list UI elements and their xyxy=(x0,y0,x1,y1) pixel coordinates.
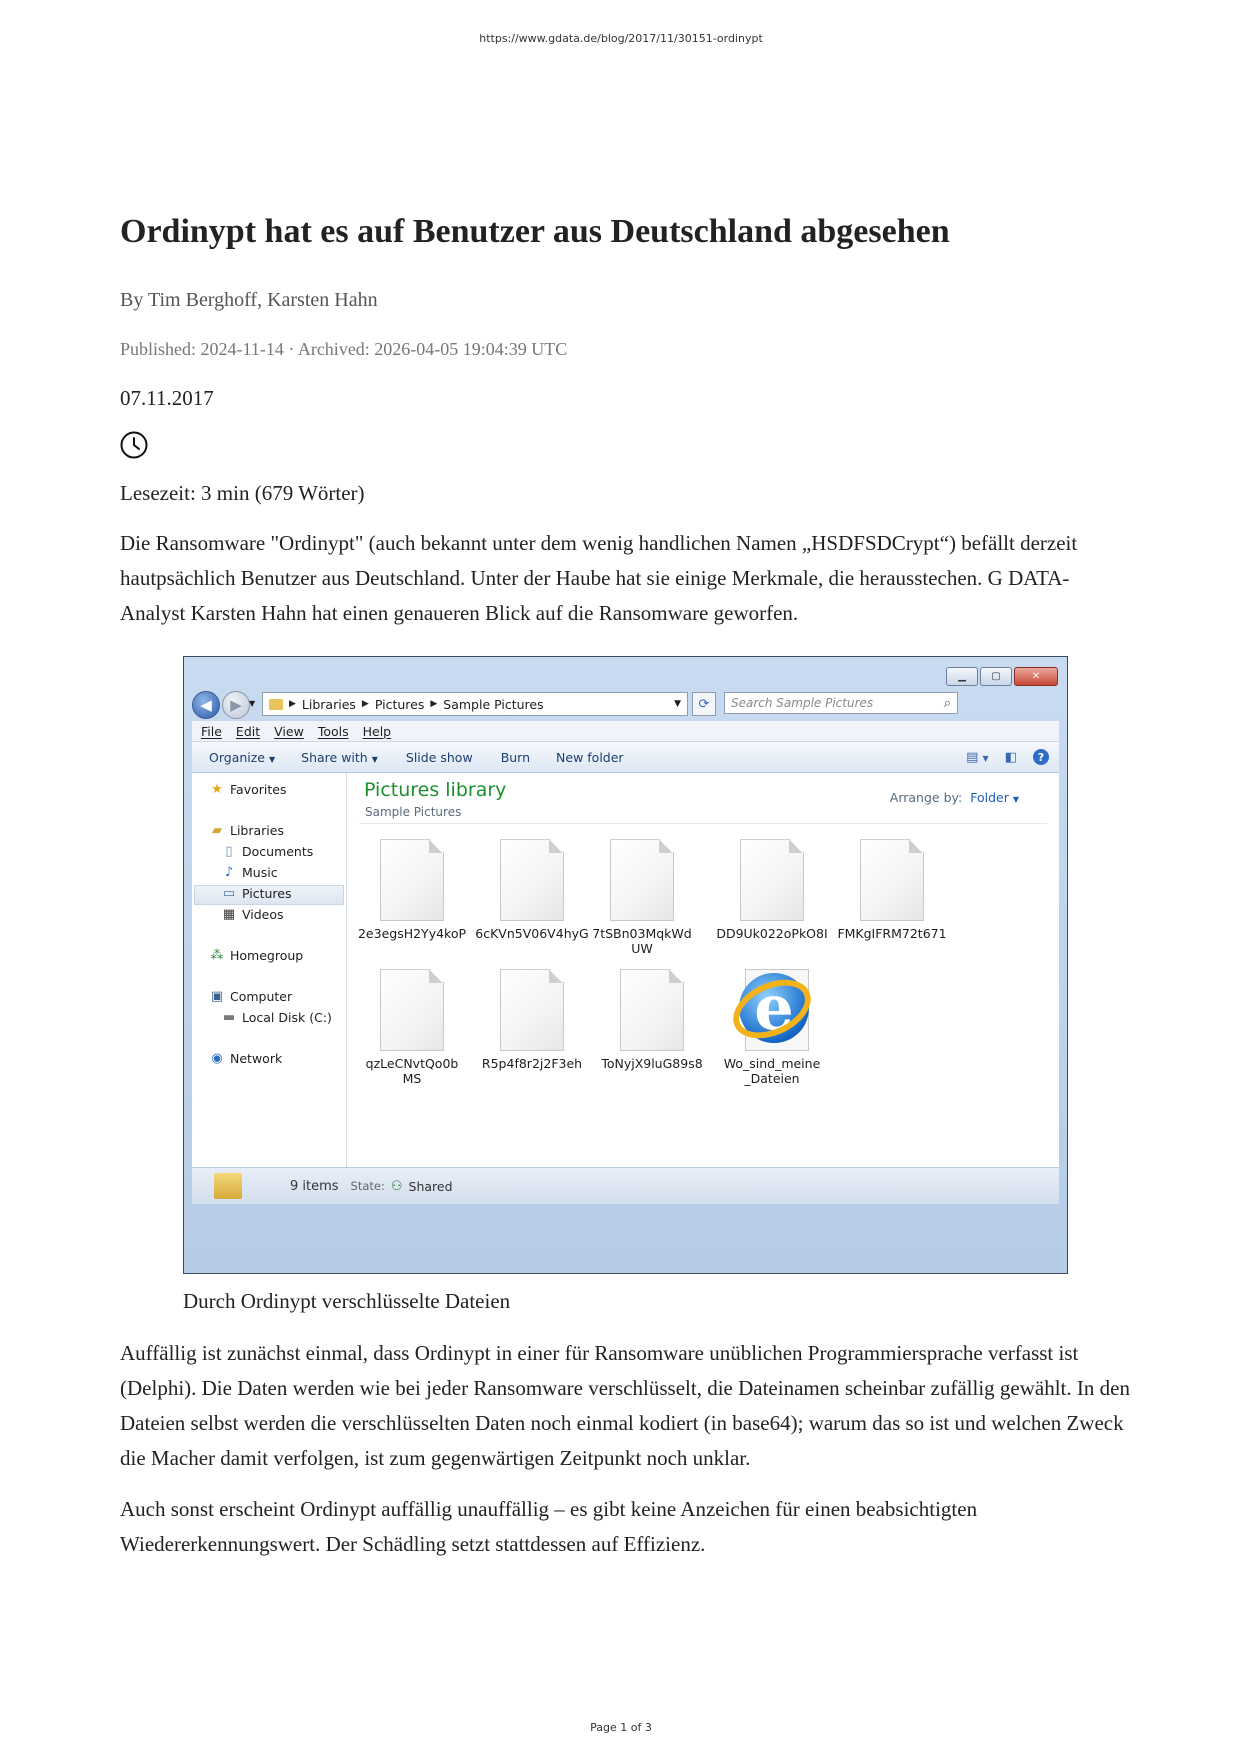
article-date: 07.11.2017 xyxy=(120,386,214,411)
file-item[interactable] xyxy=(592,839,692,956)
status-bar xyxy=(192,1168,1059,1204)
nav-videos[interactable] xyxy=(222,907,284,922)
breadcrumb-libraries[interactable]: Libraries xyxy=(301,696,356,712)
chevron-down-icon: ▼ xyxy=(371,754,378,764)
share-with-button[interactable] xyxy=(301,750,378,765)
forward-icon[interactable]: ▶ xyxy=(222,691,250,719)
nav-homegroup[interactable] xyxy=(210,948,303,963)
close-icon[interactable]: ✕ xyxy=(1014,667,1058,686)
nav-homegroup-label: Homegroup xyxy=(230,948,304,964)
arrange-by-label: Arrange by: xyxy=(889,790,963,806)
file-name: Wo_sind_meine_Dateien xyxy=(723,1056,821,1087)
file-name: 6cKVn5V06V4hyG xyxy=(475,926,589,942)
new-folder-button[interactable]: New folder xyxy=(556,749,624,765)
file-item[interactable] xyxy=(472,839,592,941)
chevron-right-icon: ▶ xyxy=(289,699,296,710)
nav-libraries[interactable] xyxy=(210,823,284,838)
clock-icon xyxy=(120,431,148,459)
file-item[interactable] xyxy=(352,839,472,941)
header-divider xyxy=(359,823,1047,824)
chevron-down-icon: ▼ xyxy=(269,754,276,764)
arrange-by-value[interactable]: Folder xyxy=(970,790,1009,806)
item-count: 9 items xyxy=(290,1178,339,1194)
shared-users-icon: ⚇ xyxy=(390,1178,403,1194)
file-item[interactable] xyxy=(592,969,712,1071)
organize-button[interactable] xyxy=(209,750,275,765)
nav-computer[interactable] xyxy=(210,989,292,1004)
nav-favorites[interactable] xyxy=(210,782,286,797)
internet-explorer-icon xyxy=(727,969,817,1051)
file-icon xyxy=(500,839,564,921)
nav-network-label: Network xyxy=(230,1051,283,1067)
menu-tools[interactable]: Tools xyxy=(317,723,349,739)
file-icon xyxy=(620,969,684,1051)
chevron-right-icon: ▶ xyxy=(430,699,438,710)
organize-label: Organize xyxy=(209,749,265,765)
star-icon: ★ xyxy=(211,782,223,798)
nav-music[interactable] xyxy=(222,865,278,880)
minimize-icon[interactable]: ▁ xyxy=(946,667,978,686)
file-item[interactable] xyxy=(832,839,952,941)
command-bar xyxy=(192,742,1059,773)
article xyxy=(120,212,1130,1562)
nav-documents[interactable] xyxy=(222,844,313,859)
preview-pane-icon[interactable]: ◧ xyxy=(1004,749,1017,765)
menu-view[interactable]: View xyxy=(274,723,304,739)
computer-icon: ▣ xyxy=(210,989,224,1005)
navigation-row xyxy=(192,689,1059,719)
arrange-by[interactable] xyxy=(890,790,1019,805)
pictures-icon: ▭ xyxy=(222,886,236,902)
libraries-icon: ▰ xyxy=(212,823,222,839)
nav-music-label: Music xyxy=(242,865,278,881)
menu-file[interactable]: File xyxy=(201,723,222,739)
file-icon xyxy=(740,839,804,921)
navigation-pane xyxy=(192,773,347,1167)
file-name: 7tSBn03MqkWdUW xyxy=(592,926,692,957)
address-bar[interactable] xyxy=(262,692,688,716)
article-title: Ordinypt hat es auf Benutzer aus Deutschland abgesehen xyxy=(120,213,950,250)
state-label: State: xyxy=(350,1179,385,1194)
breadcrumb-pictures[interactable]: Pictures xyxy=(374,696,425,712)
file-icon xyxy=(860,839,924,921)
help-icon[interactable]: ? xyxy=(1033,749,1049,765)
file-item[interactable] xyxy=(722,969,822,1086)
file-icon xyxy=(380,969,444,1051)
breadcrumb-sample-pictures[interactable]: Sample Pictures xyxy=(443,696,544,712)
nav-pictures-label: Pictures xyxy=(242,886,292,902)
article-meta: Published: 2024-11-14 · Archived: 2026-04-05 19:04:39 UTC xyxy=(120,339,568,360)
nav-documents-label: Documents xyxy=(242,844,314,860)
nav-favorites-label: Favorites xyxy=(230,782,287,798)
menu-help[interactable]: Help xyxy=(362,723,392,739)
state-value: Shared xyxy=(408,1178,453,1194)
file-item[interactable] xyxy=(712,839,832,941)
videos-icon: ▦ xyxy=(222,907,236,923)
source-url: https://www.gdata.de/blog/2017/11/30151-ordinypt xyxy=(479,32,763,45)
nav-videos-label: Videos xyxy=(242,907,284,923)
file-name: ToNyjX9luG89s8 xyxy=(601,1056,703,1072)
slide-show-button[interactable]: Slide show xyxy=(405,749,473,765)
file-name: FMKgIFRM72t671 xyxy=(837,926,947,942)
disk-icon: ▬ xyxy=(222,1010,236,1026)
nav-local-disk-label: Local Disk (C:) xyxy=(242,1010,332,1026)
library-subtitle: Sample Pictures xyxy=(365,805,462,820)
refresh-icon[interactable]: ⟳ xyxy=(692,692,716,716)
nav-libraries-label: Libraries xyxy=(230,823,284,839)
documents-icon: ▯ xyxy=(225,844,233,860)
body-paragraph-2: Auch sonst erscheint Ordinypt auffällig unauffällig – es gibt keine Anzeichen für einen beabsichtigten Wiedererkennungswert. Der Schädling setzt stattdessen auf Effizienz. xyxy=(120,1497,978,1557)
nav-local-disk[interactable] xyxy=(222,1010,332,1025)
history-dropdown-icon[interactable]: ▼ xyxy=(249,699,256,709)
music-icon: ♪ xyxy=(224,865,234,881)
menu-edit[interactable]: Edit xyxy=(235,723,261,739)
page-number: Page 1 of 3 xyxy=(590,1721,652,1734)
nav-computer-label: Computer xyxy=(230,989,293,1005)
network-icon: ◉ xyxy=(211,1051,223,1067)
search-icon[interactable]: ⌕ xyxy=(943,695,951,711)
library-title: Pictures library xyxy=(364,779,507,802)
folder-icon xyxy=(269,699,283,710)
file-item[interactable] xyxy=(472,969,592,1071)
file-name: R5p4f8r2j2F3eh xyxy=(481,1056,583,1072)
change-view-icon[interactable]: ▤ ▼ xyxy=(966,749,989,765)
chevron-down-icon[interactable]: ▼ xyxy=(674,699,681,710)
share-with-label: Share with xyxy=(301,749,368,765)
file-icon xyxy=(610,839,674,921)
maximize-icon[interactable]: ▢ xyxy=(980,667,1012,686)
file-view xyxy=(347,773,1059,1167)
intro-paragraph: Die Ransomware "Ordinypt" (auch bekannt unter dem wenig handlichen Namen „HSDFSDCrypt“) befällt derzeit hautpsächlich Benutzer aus Deutschland. Unter der Haube hat sie einige Merkmale, die herausstechen. G DATA-Analyst Karsten Hahn hat einen genaueren Blick auf die Ransomware geworfen. xyxy=(120,531,1078,626)
explorer-screenshot xyxy=(183,656,1068,1274)
chevron-down-icon: ▼ xyxy=(1012,795,1019,805)
reading-time: Lesezeit: 3 min (679 Wörter) xyxy=(120,481,365,506)
figure-caption: Durch Ordinypt verschlüsselte Dateien xyxy=(183,1289,511,1314)
file-icon xyxy=(380,839,444,921)
search-input[interactable] xyxy=(724,692,958,714)
nav-pictures[interactable] xyxy=(222,886,292,901)
folder-icon xyxy=(214,1173,242,1199)
homegroup-icon: ⁂ xyxy=(210,948,224,964)
nav-network[interactable] xyxy=(210,1051,282,1066)
body-paragraph-1: Auffällig ist zunächst einmal, dass Ordinypt in einer für Ransomware unüblichen Programmiersprache verfasst ist (Delphi). Die Daten werden wie bei jeder Ransomware verschlüsselt, die Dateinamen scheinbar zufällig gewählt. In den Dateien selbst werden die verschlüsselten Daten noch einmal kodiert (in base64); warum das so ist und welchen Zweck die Macher damit verfolgen, ist zum gegenwärtigen Zeitpunkt noch unklar. xyxy=(120,1341,1130,1471)
search-placeholder: Search Sample Pictures xyxy=(731,696,874,711)
window-controls xyxy=(946,667,1058,686)
ie-logo-e: e xyxy=(739,973,809,1043)
file-icon xyxy=(500,969,564,1051)
menu-bar xyxy=(192,721,1059,741)
view-controls xyxy=(966,749,1049,765)
chevron-right-icon: ▶ xyxy=(361,699,369,710)
back-icon[interactable]: ◀ xyxy=(192,691,220,719)
file-name: qzLeCNvtQo0bMS xyxy=(365,1056,459,1087)
file-name: 2e3egsH2Yy4koP xyxy=(357,926,467,942)
article-byline: By Tim Berghoff, Karsten Hahn xyxy=(120,289,378,312)
file-item[interactable] xyxy=(362,969,462,1086)
file-name: DD9Uk022oPkO8I xyxy=(716,926,828,942)
burn-button[interactable]: Burn xyxy=(500,749,531,765)
